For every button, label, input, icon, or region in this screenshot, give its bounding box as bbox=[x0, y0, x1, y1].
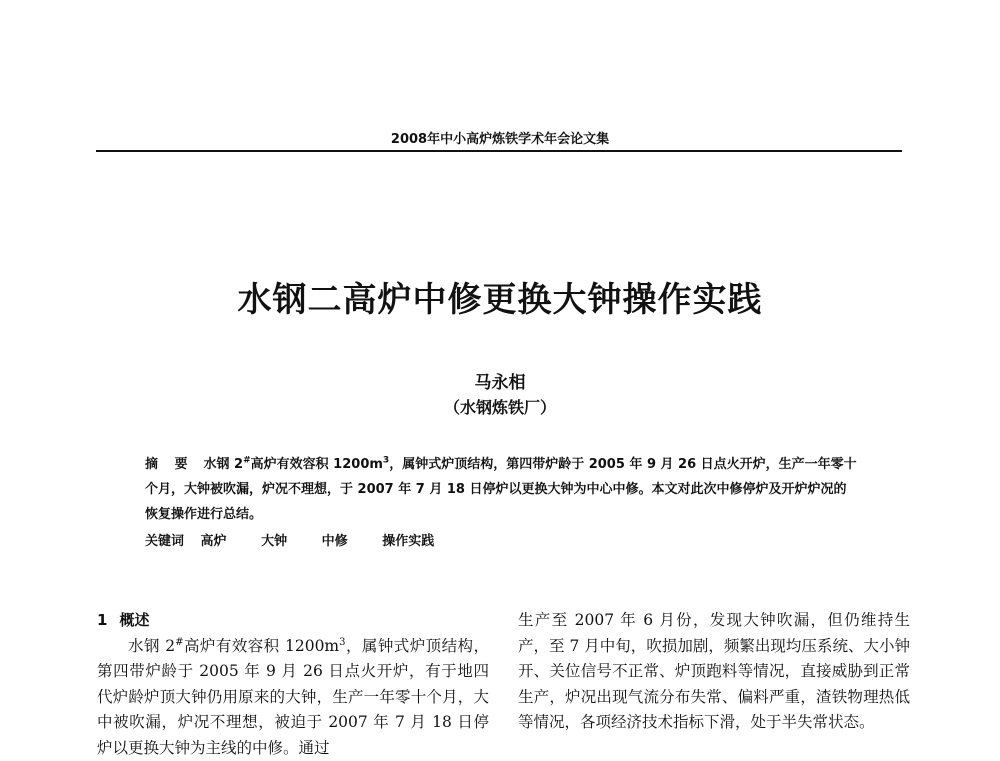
running-header: 2008年中小高炉炼铁学术年会论文集 bbox=[0, 128, 1000, 147]
author-affiliation: （水钢炼铁厂） bbox=[0, 395, 1000, 418]
abstract bbox=[145, 452, 857, 527]
body-sup-2: 3 bbox=[339, 636, 345, 647]
abstract-text-1: 水钢 2 bbox=[204, 457, 244, 472]
body-paragraph bbox=[97, 634, 489, 761]
keywords-label: 关键词 bbox=[145, 534, 184, 549]
abstract-label: 摘 要 bbox=[145, 457, 194, 472]
body-text-2: 高炉有效容积 1200m bbox=[184, 637, 340, 655]
abstract-sup-2: 3 bbox=[383, 456, 389, 466]
body-sup-1: # bbox=[175, 636, 183, 647]
abstract-text-3: ，属钟式炉顶结构，第四带炉龄于 2005 年 9 月 26 日点火开炉，生产一年零十个月，大钟被吹漏，炉况不理想，于 2007 年 7 月 18 日停炉以更换大钟为中心中修。本文对此次中修停炉及开炉炉况的恢复操作进行总结。 bbox=[145, 457, 857, 522]
abstract-text-2: 高炉有效容积 1200m bbox=[251, 457, 383, 472]
keywords bbox=[145, 530, 857, 549]
body-text-1: 水钢 2 bbox=[128, 637, 175, 655]
section-heading bbox=[97, 608, 489, 634]
keyword-item: 大钟 bbox=[261, 530, 287, 549]
section-title: 概述 bbox=[119, 611, 149, 629]
author-name: 马永相 bbox=[0, 368, 1000, 393]
keyword-item: 中修 bbox=[322, 530, 348, 549]
keyword-item: 高炉 bbox=[201, 530, 227, 549]
body-text-3: ，属钟式炉顶结构，第四带炉龄于 2005 年 9 月 26 日点火开炉，有于地四代炉龄炉顶大钟仍用原来的大钟，生产一年零十个月，大中被吹漏，炉况不理想，被迫于 2007 年 7 月 18 日停炉以更换大钟为主线的中修。通过 bbox=[97, 637, 489, 757]
paper-title: 水钢二高炉中修更换大钟操作实践 bbox=[0, 272, 1000, 321]
body-column-left bbox=[97, 608, 489, 761]
abstract-sup-1: # bbox=[243, 456, 251, 466]
keyword-item: 操作实践 bbox=[382, 530, 434, 549]
header-rule bbox=[96, 150, 902, 152]
body-paragraph: 生产至 2007 年 6 月份，发现大钟吹漏，但仍维持生产，至 7 月中旬，吹损加剧，频繁出现均压系统、大小钟开、关位信号不正常、炉顶跑料等情况，直接威胁到正常生产，炉况出现气流分布失常、偏料严重，渣铁物理热低等情况，各项经济技术指标下滑，处于半失常状态。 bbox=[518, 608, 910, 736]
body-column-right bbox=[518, 608, 910, 736]
section-number: 1 bbox=[97, 611, 107, 629]
